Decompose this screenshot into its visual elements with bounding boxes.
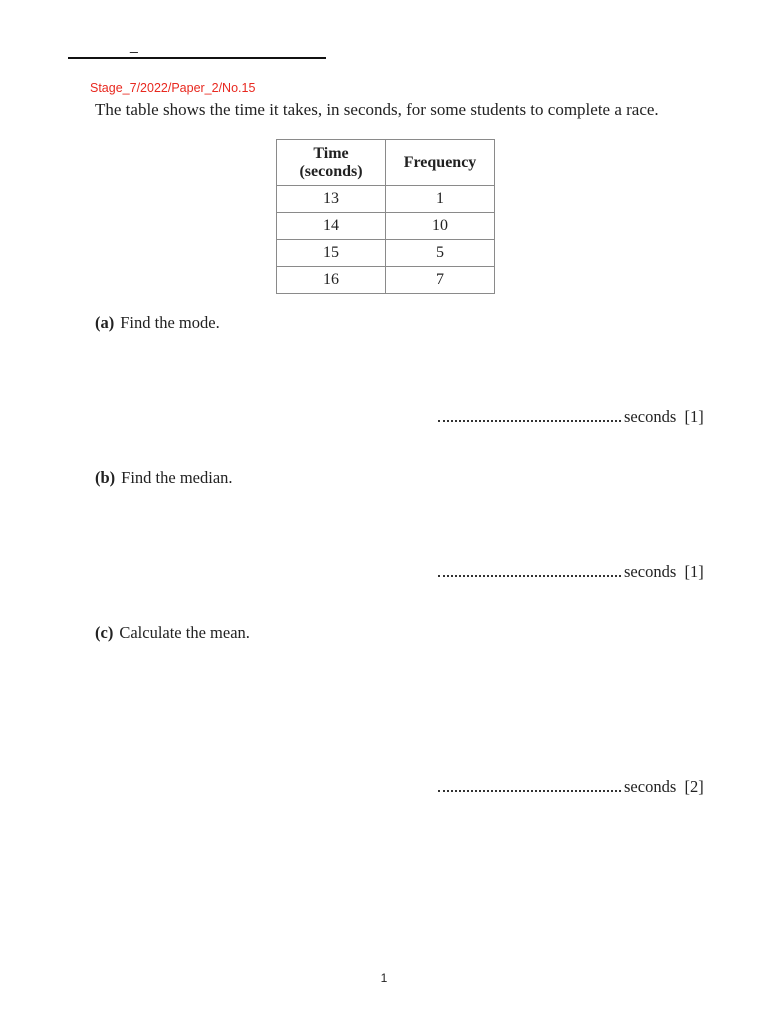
column-header-time	[277, 140, 386, 186]
answer-line-b[interactable]	[438, 562, 708, 582]
question-part-a	[95, 313, 220, 333]
question-reference: Stage_7/2022/Paper_2/No.15	[90, 81, 256, 95]
question-part-c	[95, 623, 250, 643]
part-label: (a)	[95, 313, 115, 332]
answer-dotted-line[interactable]	[438, 565, 621, 577]
answer-line-c[interactable]	[438, 777, 708, 797]
part-text: Find the median.	[121, 468, 233, 487]
question-intro: The table shows the time it takes, in seconds, for some students to complete a race.	[95, 100, 659, 119]
time-cell: 13	[277, 186, 386, 213]
column-header-time-line2: (seconds)	[299, 162, 363, 180]
answer-unit: seconds	[624, 777, 677, 796]
table-row	[277, 267, 495, 294]
column-header-frequency: Frequency	[386, 140, 495, 186]
table-header-row	[277, 140, 495, 186]
answer-dotted-line[interactable]	[438, 410, 621, 422]
header-dash: _	[130, 37, 138, 53]
answer-unit: seconds	[624, 562, 677, 581]
frequency-table	[276, 139, 495, 294]
part-text: Calculate the mean.	[119, 623, 250, 642]
marks: [2]	[684, 777, 704, 796]
frequency-cell: 5	[386, 240, 495, 267]
part-label: (b)	[95, 468, 116, 487]
frequency-cell: 1	[386, 186, 495, 213]
answer-dotted-line[interactable]	[438, 780, 621, 792]
marks: [1]	[684, 407, 704, 426]
question-part-b	[95, 468, 233, 488]
time-cell: 15	[277, 240, 386, 267]
answer-line-a[interactable]	[438, 407, 708, 427]
table-row	[277, 213, 495, 240]
time-cell: 14	[277, 213, 386, 240]
frequency-cell: 7	[386, 267, 495, 294]
time-cell: 16	[277, 267, 386, 294]
table-row	[277, 240, 495, 267]
marks: [1]	[684, 562, 704, 581]
answer-unit: seconds	[624, 407, 677, 426]
header-rule	[68, 57, 326, 59]
part-label: (c)	[95, 623, 114, 642]
page-number: 1	[380, 971, 388, 985]
frequency-cell: 10	[386, 213, 495, 240]
part-text: Find the mode.	[120, 313, 220, 332]
column-header-time-line1: Time	[313, 144, 349, 162]
table-row	[277, 186, 495, 213]
